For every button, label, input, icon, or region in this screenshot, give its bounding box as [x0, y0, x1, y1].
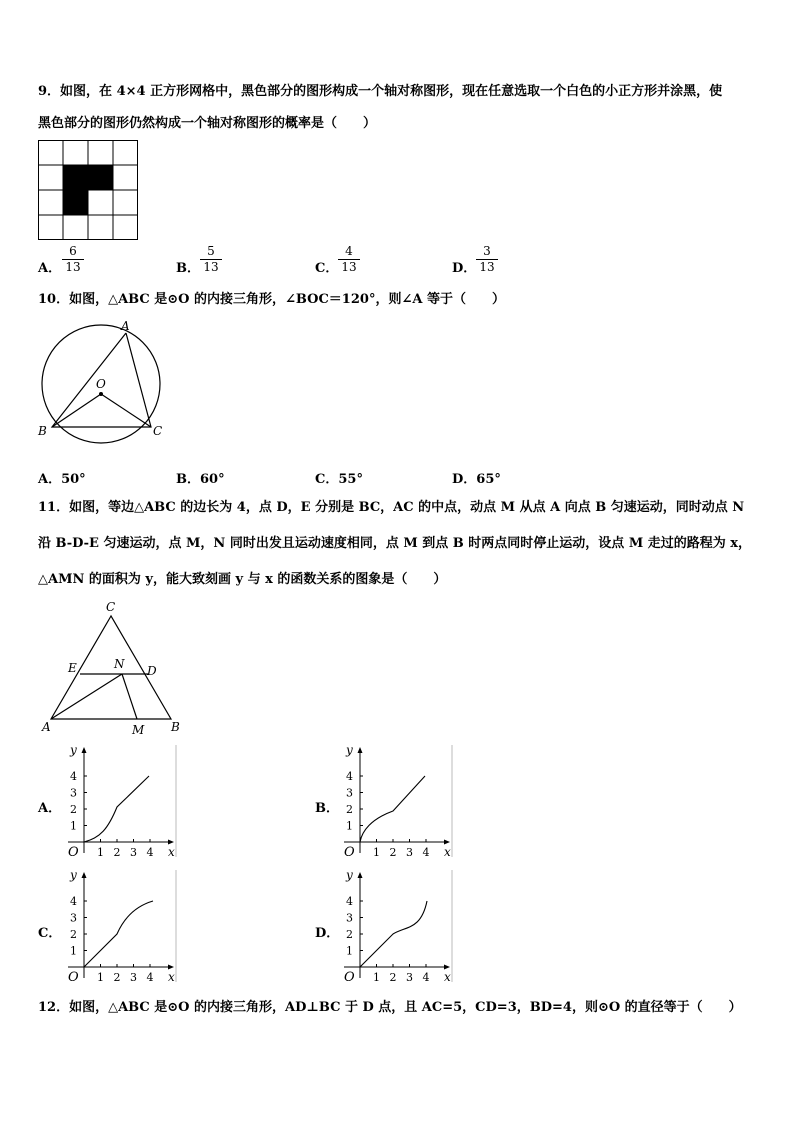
- y-tick-label: 3: [346, 911, 353, 925]
- q9-option-d-num: 3: [476, 244, 498, 260]
- y-tick-label: 2: [70, 803, 77, 816]
- y-tick-label: 3: [70, 786, 77, 800]
- q9-option-a-den: 13: [65, 260, 81, 274]
- y-tick-label: 4: [346, 895, 353, 908]
- q11-label-n: N: [114, 657, 125, 671]
- q9-option-a-num: 6: [62, 244, 84, 260]
- q11-stem-line1: 11．如图，等边△ABC 的边长为 4，点 D，E 分别是 BC，AC 的中点，动点 M 从点 A 向点 B 匀速运动，同时动点 N: [38, 500, 745, 515]
- q9-option-c-num: 4: [338, 244, 360, 260]
- x-tick-label: 4: [422, 846, 430, 859]
- y-tick-label: 2: [70, 928, 77, 941]
- y-axis-label: y: [70, 743, 77, 757]
- q10-label-b: B: [38, 424, 47, 438]
- x-tick-label: 4: [146, 971, 154, 984]
- origin-label: O: [68, 970, 79, 985]
- y-tick-label: 1: [346, 819, 353, 833]
- q11-option-b: B．: [315, 801, 339, 816]
- origin-label: O: [344, 845, 355, 860]
- q11-label-c: C: [106, 600, 116, 614]
- q11-graph-c: [60, 870, 180, 985]
- q9-option-a-fraction: [62, 244, 84, 275]
- q11-stem-line3: △AMN 的面积为 y，能大致刻画 y 与 x 的函数关系的图象是（ ）: [38, 572, 447, 587]
- q9-option-c-den: 13: [341, 260, 357, 274]
- x-axis-arrow: [444, 840, 450, 845]
- y-axis-arrow: [358, 747, 363, 753]
- q10-label-c: C: [153, 424, 163, 438]
- y-tick-label: 3: [70, 911, 77, 925]
- q11-graph-d: [336, 870, 456, 985]
- x-tick-label: 2: [113, 846, 121, 859]
- x-axis-label: x: [168, 845, 175, 859]
- y-tick-label: 1: [346, 944, 353, 958]
- q11-label-a: A: [42, 720, 51, 734]
- q9-option-c-fraction: [338, 244, 360, 275]
- q10-label-o: O: [96, 377, 106, 391]
- q9-option-b-den: 13: [203, 260, 219, 274]
- y-axis-label: y: [346, 868, 353, 882]
- x-tick-label: 1: [373, 846, 380, 859]
- origin-label: O: [68, 845, 79, 860]
- x-axis-arrow: [168, 965, 174, 970]
- function-curve: [84, 901, 153, 967]
- x-tick-label: 4: [146, 846, 154, 859]
- x-tick-label: 3: [130, 846, 137, 859]
- q10-option-c: C．55°: [315, 472, 363, 487]
- q9-option-a-letter: A．: [38, 261, 62, 276]
- q10-label-a: A: [121, 319, 130, 333]
- y-tick-label: 4: [346, 770, 353, 783]
- q9-stem-line1: 9．如图，在 4×4 正方形网格中，黑色部分的图形构成一个轴对称图形，现在任意选取一个白色的小正方形并涂黑，使: [38, 84, 723, 99]
- y-tick-label: 3: [346, 786, 353, 800]
- function-curve: [84, 776, 149, 842]
- y-tick-label: 1: [70, 944, 77, 958]
- x-tick-label: 3: [130, 971, 137, 984]
- function-curve: [360, 901, 427, 967]
- q11-label-b: B: [171, 720, 180, 734]
- q9-option-b-letter: B．: [176, 261, 200, 276]
- q9-option-b-num: 5: [200, 244, 222, 260]
- q11-stem-line2: 沿 B-D-E 匀速运动，点 M，N 同时出发且运动速度相同，点 M 到点 B 时两点同时停止运动，设点 M 走过的路程为 x，: [38, 536, 752, 551]
- q11-graph-b: [336, 745, 456, 860]
- q9-option-b-fraction: [200, 244, 222, 275]
- x-tick-label: 2: [389, 971, 397, 984]
- q9-option-d-fraction: [476, 244, 498, 275]
- x-tick-label: 2: [113, 971, 121, 984]
- q11-option-c: C．: [38, 926, 62, 941]
- y-tick-label: 4: [70, 895, 77, 908]
- x-tick-label: 3: [406, 971, 413, 984]
- y-tick-label: 2: [346, 803, 353, 816]
- y-axis-arrow: [358, 872, 363, 878]
- function-curve: [360, 776, 425, 842]
- x-axis-arrow: [168, 840, 174, 845]
- y-axis-arrow: [82, 747, 87, 753]
- q11-label-e: E: [68, 661, 77, 675]
- x-axis-label: x: [444, 845, 451, 859]
- y-axis-label: y: [346, 743, 353, 757]
- x-axis-label: x: [168, 970, 175, 984]
- q9-stem-line2: 黑色部分的图形仍然构成一个轴对称图形的概率是（ ）: [38, 116, 377, 131]
- x-tick-label: 3: [406, 846, 413, 859]
- q9-option-d-den: 13: [479, 260, 495, 274]
- origin-label: O: [344, 970, 355, 985]
- x-tick-label: 1: [373, 971, 380, 984]
- q11-option-a: A．: [38, 801, 62, 816]
- q11-label-d: D: [147, 664, 157, 678]
- x-axis-label: x: [444, 970, 451, 984]
- y-tick-label: 4: [70, 770, 77, 783]
- q9-option-c-letter: C．: [315, 261, 339, 276]
- y-tick-label: 2: [346, 928, 353, 941]
- x-tick-label: 1: [97, 971, 104, 984]
- x-tick-label: 1: [97, 846, 104, 859]
- q9-option-d-letter: D．: [452, 261, 477, 276]
- y-axis-arrow: [82, 872, 87, 878]
- q10-option-d: D．65°: [452, 472, 501, 487]
- q11-option-d: D．: [315, 926, 340, 941]
- x-tick-label: 4: [422, 971, 430, 984]
- x-tick-label: 2: [389, 846, 397, 859]
- y-tick-label: 1: [70, 819, 77, 833]
- q10-stem: 10．如图，△ABC 是⊙O 的内接三角形，∠BOC＝120°，则∠A 等于（ ）: [38, 292, 505, 307]
- q10-option-b: B．60°: [176, 472, 225, 487]
- q11-label-m: M: [132, 723, 145, 737]
- q12-stem: 12．如图，△ABC 是⊙O 的内接三角形，AD⊥BC 于 D 点，且 AC=5，CD=3，BD=4，则⊙O 的直径等于（ ）: [38, 1000, 742, 1015]
- q11-graph-a: [60, 745, 180, 860]
- q10-option-a: A．50°: [38, 472, 86, 487]
- q9-grid-figure: [38, 140, 138, 240]
- y-axis-label: y: [70, 868, 77, 882]
- x-axis-arrow: [444, 965, 450, 970]
